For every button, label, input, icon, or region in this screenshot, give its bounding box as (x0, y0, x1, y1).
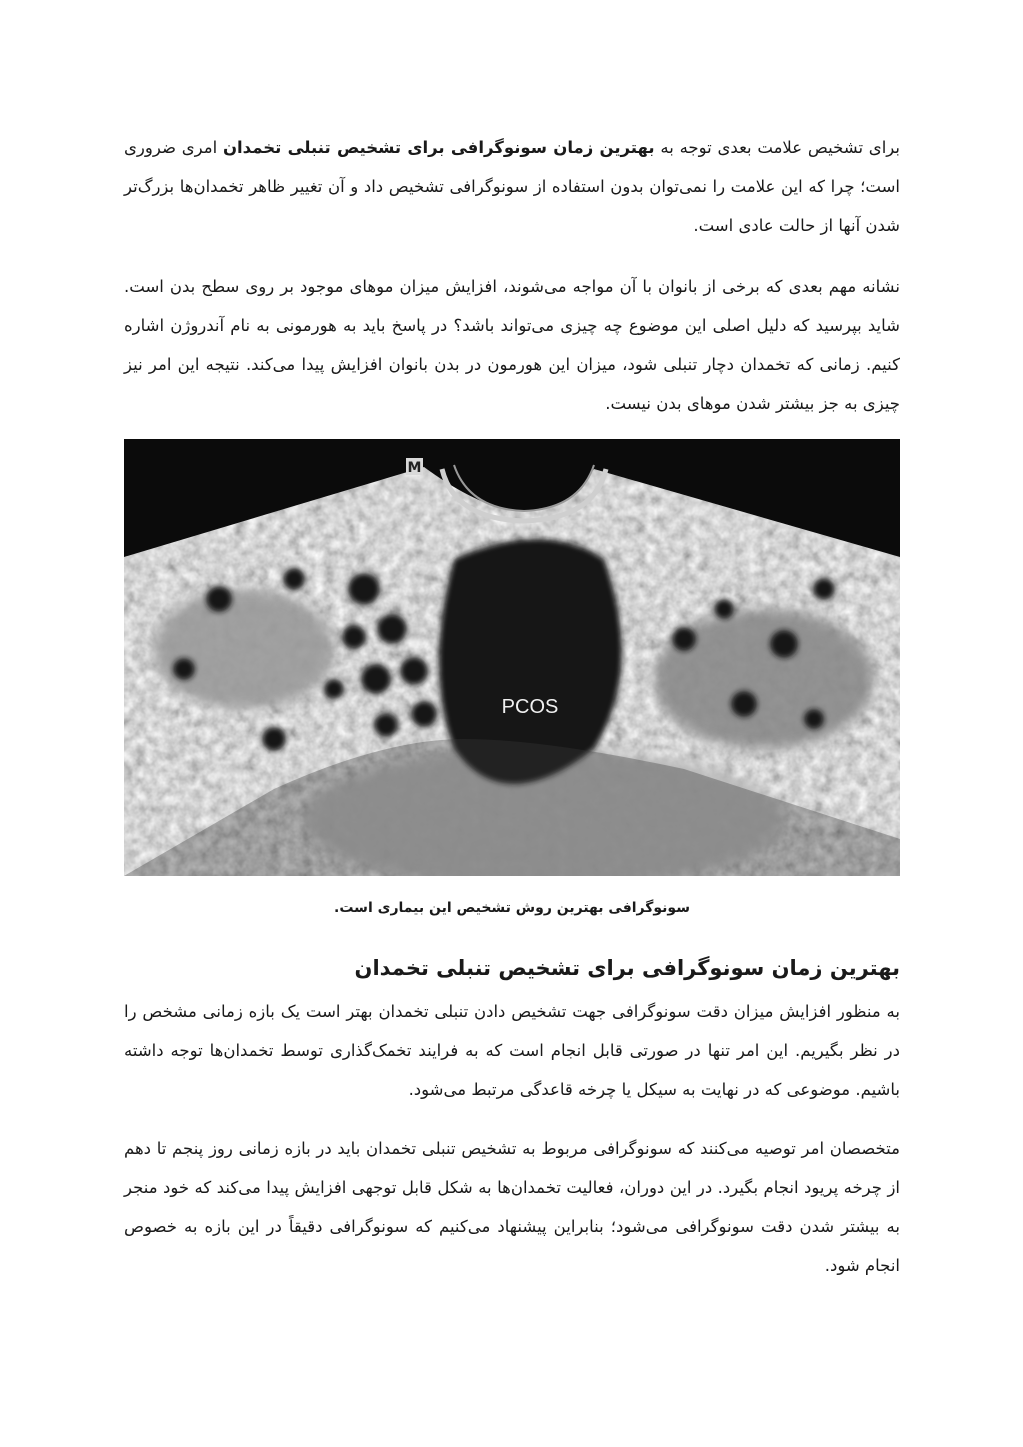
intro-paragraph-1 (124, 128, 900, 245)
figure-caption: سونوگرافی بهترین روش تشخیص این بیماری است. (334, 900, 690, 916)
intro-paragraph-1-end: امری ضروری است؛ چرا که این علامت را نمی‌توان بدون استفاده از سونوگرافی تشخیص داد و آن تغییر ظاهر تخمدان‌ها بزرگ‌تر شدن آنها از حالت عادی است. (124, 138, 900, 235)
intro-paragraph-1-start: برای تشخیص علامت بعدی توجه به (660, 138, 900, 157)
section-paragraph-1: به منظور افزایش میزان دقت سونوگرافی جهت تشخیص دادن تنبلی تخمدان بهتر است یک بازه زمانی مشخص را در نظر بگیریم. این امر تنها در صورتی قابل انجام است که به فرایند تخمک‌گذاری توسط تخمدان‌ها توجه داشته باشیم. موضوعی که در نهایت به سیکل یا چرخه قاعدگی مرتبط می‌شود. (124, 1002, 900, 1099)
section-paragraph-2: متخصصان امر توصیه می‌کنند که سونوگرافی مربوط به تشخیص تنبلی تخمدان باید در بازه زمانی روز پنجم تا دهم از چرخه پریود انجام بگیرد. در این دوران، فعالیت تخمدان‌ها به شکل قابل توجهی افزایش پیدا می‌کند که خود منجر به بیشتر شدن دقت سونوگرافی می‌شود؛ بنابراین پیشنهاد می‌کنیم که سونوگرافی دقیقاً در این بازه به خصوص انجام شود. (124, 1139, 900, 1275)
ultrasound-scan-graphic (124, 439, 900, 876)
probe-marker-text: M (407, 460, 422, 476)
intro-paragraph-1-keyword: بهترین زمان سونوگرافی برای تشخیص تنبلی تخمدان (222, 138, 655, 157)
article-page (124, 128, 900, 1285)
section-heading: بهترین زمان سونوگرافی برای تشخیص تنبلی تخمدان (354, 956, 900, 980)
ultrasound-label: PCOS (501, 696, 559, 718)
ultrasound-image (124, 439, 900, 876)
intro-paragraph-2: نشانه مهم بعدی که برخی از بانوان با آن مواجه می‌شوند، افزایش میزان موهای موجود بر روی سطح بدن است. شاید بپرسید که دلیل اصلی این موضوع چه چیزی می‌تواند باشد؟ در پاسخ باید به هورمونی به نام آندروژن اشاره کنیم. زمانی که تخمدان دچار تنبلی شود، میزان این هورمون در بدن بانوان افزایش پیدا می‌کند. نتیجه این امر نیز چیزی به جز بیشتر شدن موهای بدن نیست. (124, 277, 900, 413)
